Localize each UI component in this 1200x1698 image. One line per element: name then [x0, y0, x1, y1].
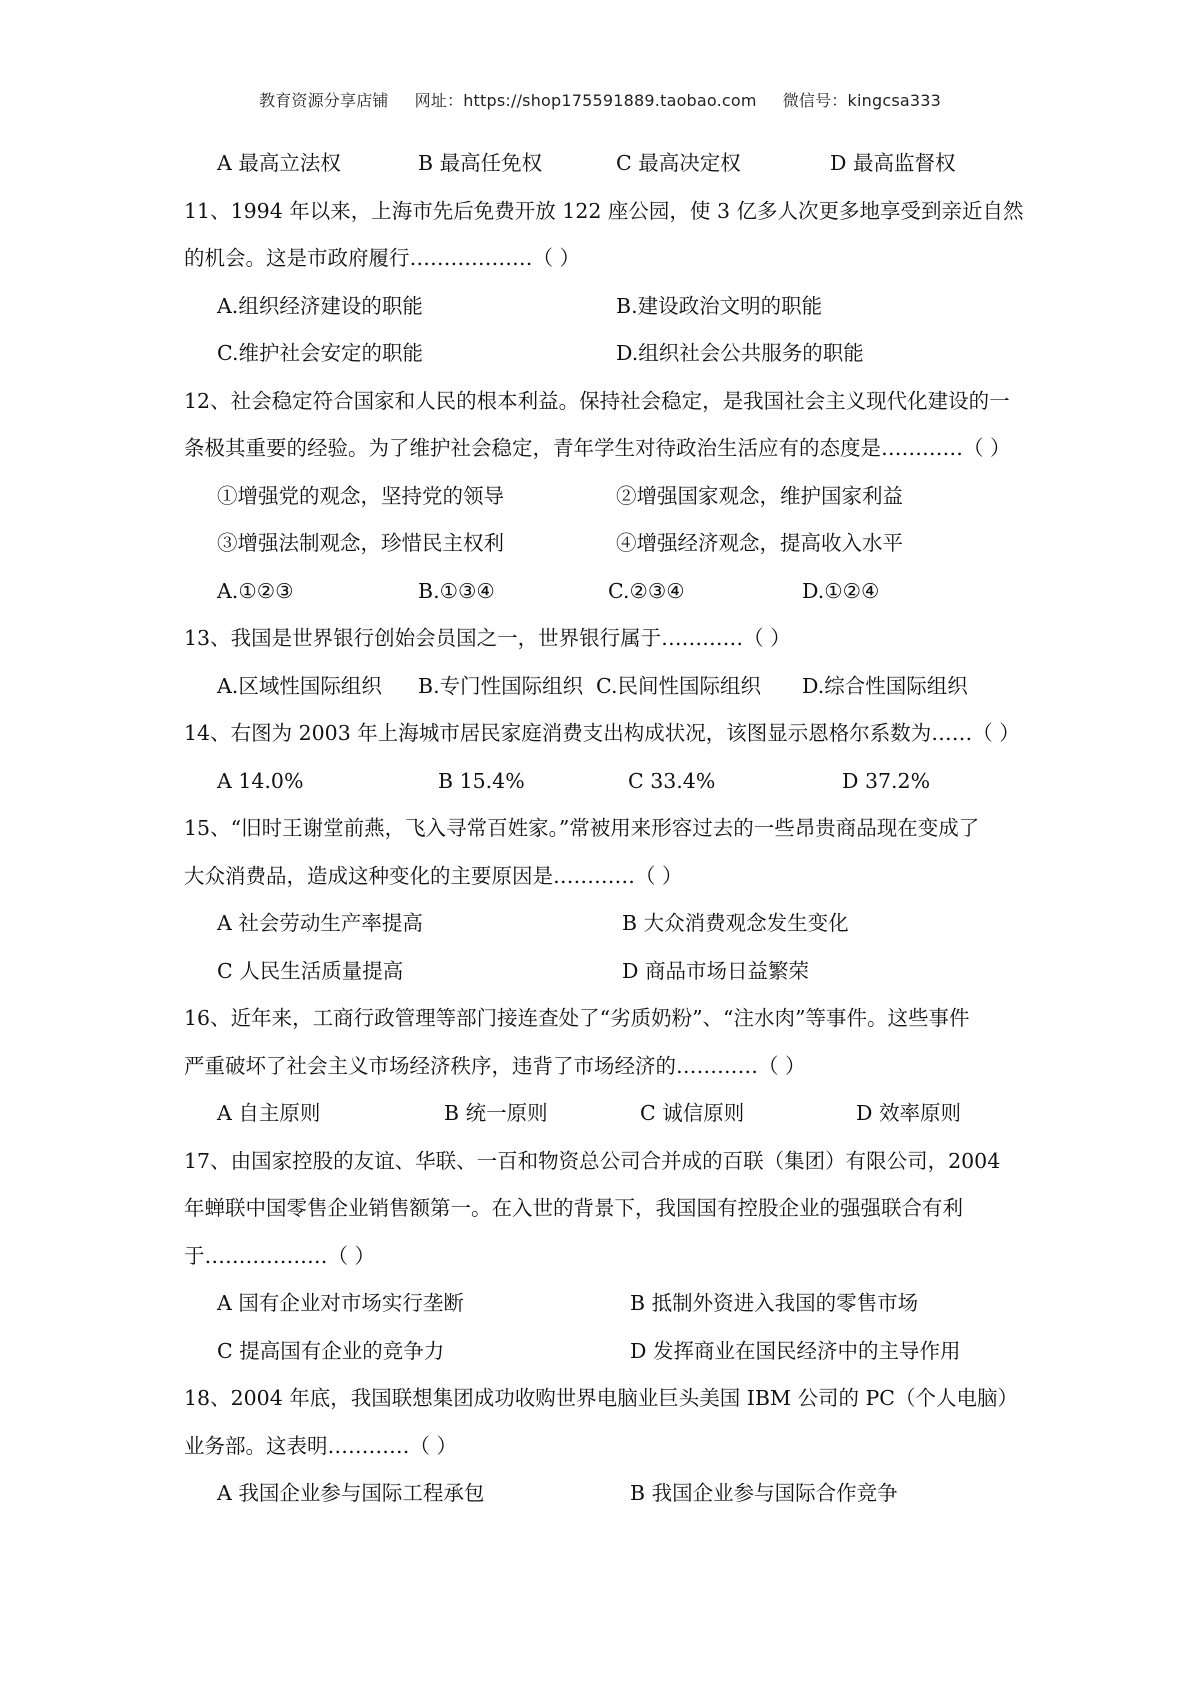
q14-stem-line1: 14、右图为 2003 年上海城市居民家庭消费支出构成状况，该图显示恩格尔系数为……（ ） — [184, 721, 1020, 745]
q12-statement-3: ③增强法制观念，珍惜民主权利 — [217, 531, 504, 555]
q12-option-a: A.①②③ — [217, 578, 294, 603]
q12-option-c: C.②③④ — [608, 578, 685, 603]
site-label: 网址： — [414, 91, 464, 110]
q11-stem-line1: 11、1994 年以来，上海市先后免费开放 122 座公园，使 3 亿多人次更多地享受到亲近自然 — [184, 198, 1024, 223]
q18-stem-line2: 业务部。这表明…………（ ） — [184, 1433, 458, 1458]
q18-stem-line1: 18、2004 年底，我国联想集团成功收购世界电脑业巨头美国 IBM 公司的 PC（个人电脑） — [184, 1386, 1018, 1410]
q13-option-a: A.区域性国际组织 — [217, 673, 382, 698]
q15-option-a: A 社会劳动生产率提高 — [217, 911, 423, 935]
q17-stem-line2: 年蝉联中国零售企业销售额第一。在入世的背景下，我国国有控股企业的强强联合有利 — [184, 1196, 963, 1220]
q11-option-d: D.组织社会公共服务的职能 — [616, 341, 864, 365]
page-header — [0, 88, 1200, 111]
q12-statements-row2 — [184, 520, 1034, 568]
q10-option-b: B 最高任免权 — [418, 151, 543, 175]
q16-stem-line2: 严重破坏了社会主义市场经济秩序，违背了市场经济的…………（ ） — [184, 1053, 806, 1078]
question-list — [184, 140, 1034, 1518]
q17-options-row1 — [184, 1280, 1034, 1328]
q12-options — [184, 568, 1034, 616]
shop-name: 教育资源分享店铺 — [259, 91, 389, 110]
q11-option-a: A.组织经济建设的职能 — [217, 293, 423, 318]
site-url: https://shop175591889.taobao.com — [463, 91, 757, 110]
q11-options-row2 — [184, 330, 1034, 378]
q13-stem-line1: 13、我国是世界银行创始会员国之一，世界银行属于…………（ ） — [184, 626, 791, 650]
q15-options-row1 — [184, 900, 1034, 948]
q18-option-a: A 我国企业参与国际工程承包 — [217, 1481, 485, 1505]
wechat-id: kingcsa333 — [847, 91, 941, 110]
q17-option-c: C 提高国有企业的竞争力 — [217, 1338, 445, 1363]
q17-stem-line1: 17、由国家控股的友谊、华联、一百和物资总公司合并成的百联（集团）有限公司，2004 — [184, 1148, 1001, 1173]
q16-options — [184, 1090, 1034, 1138]
q15-option-b: B 大众消费观念发生变化 — [622, 911, 849, 935]
q16-option-a: A 自主原则 — [217, 1101, 321, 1125]
q12-stem-line2: 条极其重要的经验。为了维护社会稳定，青年学生对待政治生活应有的态度是…………（ ） — [184, 436, 1011, 460]
q13-option-c: C.民间性国际组织 — [596, 673, 761, 698]
q12-statement-2: ②增强国家观念，维护国家利益 — [616, 483, 903, 508]
wechat-label: 微信号： — [782, 91, 848, 110]
q14-option-a: A 14.0% — [217, 768, 304, 793]
q16-option-c: C 诚信原则 — [640, 1101, 745, 1125]
q15-option-c: C 人民生活质量提高 — [217, 958, 404, 983]
q12-stem-line1: 12、社会稳定符合国家和人民的根本利益。保持社会稳定，是我国社会主义现代化建设的一 — [184, 388, 1010, 413]
q14-option-c: C 33.4% — [628, 768, 716, 793]
q10-option-d: D 最高监督权 — [830, 151, 956, 175]
q17-stem-line3: 于………………（ ） — [184, 1243, 376, 1268]
q18-option-b: B 我国企业参与国际合作竞争 — [630, 1481, 898, 1505]
q14-option-d: D 37.2% — [842, 768, 931, 793]
q10-option-c: C 最高决定权 — [616, 151, 741, 175]
q12-statement-1: ①增强党的观念，坚持党的领导 — [217, 483, 504, 508]
q17-option-a: A 国有企业对市场实行垄断 — [217, 1291, 464, 1315]
q11-stem-line2: 的机会。这是市政府履行………………（ ） — [184, 246, 581, 270]
q14-option-b: B 15.4% — [438, 768, 525, 793]
q10-option-a: A 最高立法权 — [217, 151, 341, 175]
q16-option-b: B 统一原则 — [444, 1101, 548, 1125]
q17-option-d: D 发挥商业在国民经济中的主导作用 — [630, 1338, 961, 1363]
q18-options-row1 — [184, 1470, 1034, 1518]
q11-option-c: C.维护社会安定的职能 — [217, 341, 423, 365]
q15-stem-line1: 15、“旧时王谢堂前燕，飞入寻常百姓家。”常被用来形容过去的一些昂贵商品现在变成了 — [184, 816, 980, 840]
q15-options-row2 — [184, 948, 1034, 996]
q16-stem-line1: 16、近年来，工商行政管理等部门接连查处了“劣质奶粉”、“注水肉”等事件。这些事件 — [184, 1006, 970, 1030]
q11-options-row1 — [184, 283, 1034, 331]
q12-option-d: D.①②④ — [802, 578, 880, 603]
q12-option-b: B.①③④ — [418, 578, 495, 603]
q14-options — [184, 758, 1034, 806]
q11-option-b: B.建设政治文明的职能 — [616, 293, 823, 318]
q10-options — [184, 140, 1034, 188]
q17-options-row2 — [184, 1328, 1034, 1376]
q12-statement-4: ④增强经济观念，提高收入水平 — [616, 531, 903, 555]
q15-stem-line2: 大众消费品，造成这种变化的主要原因是…………（ ） — [184, 863, 683, 888]
q13-option-b: B.专门性国际组织 — [418, 673, 584, 698]
q13-option-d: D.综合性国际组织 — [802, 673, 968, 698]
q12-statements-row1 — [184, 473, 1034, 521]
q17-option-b: B 抵制外资进入我国的零售市场 — [630, 1291, 919, 1315]
q15-option-d: D 商品市场日益繁荣 — [622, 958, 809, 983]
q16-option-d: D 效率原则 — [856, 1101, 961, 1125]
q13-options — [184, 663, 1034, 711]
